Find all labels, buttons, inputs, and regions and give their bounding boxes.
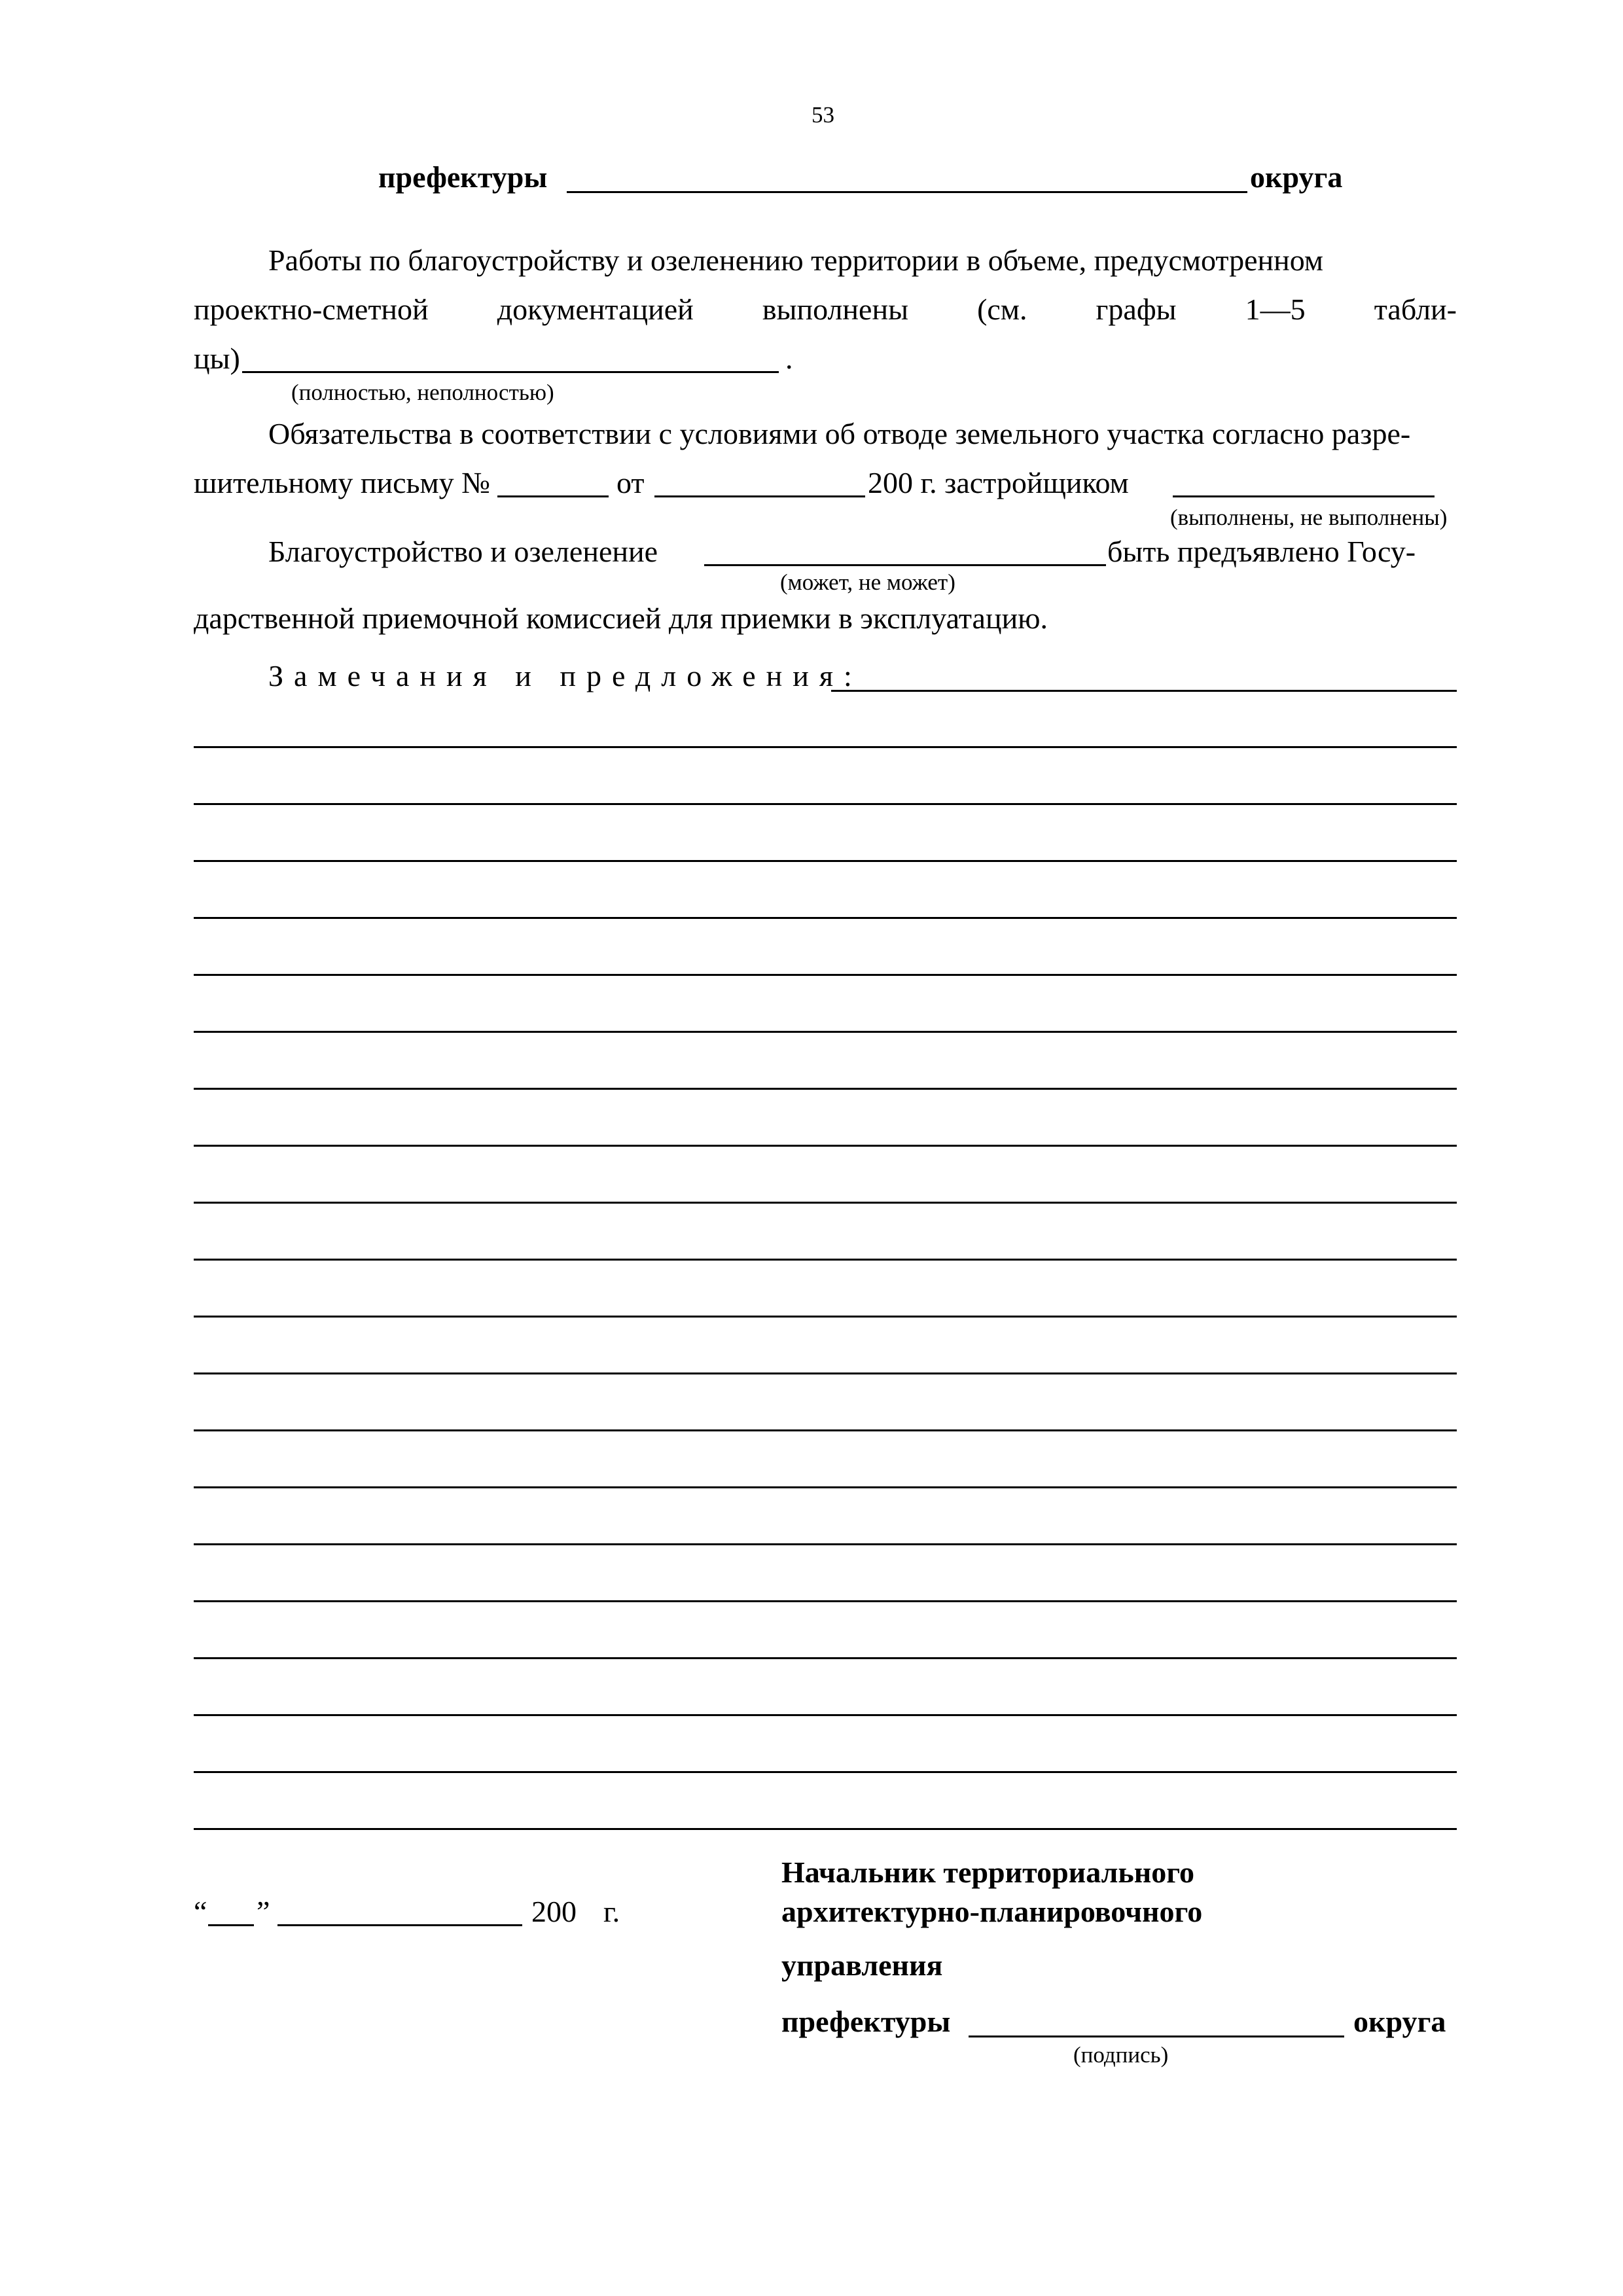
para1-word: 1—5 <box>1245 293 1306 326</box>
remarks-line[interactable] <box>194 1600 1457 1602</box>
date-day-field[interactable] <box>208 1924 254 1926</box>
para2-line1: Обязательства в соответствии с условиями об отводе земельного участка согласно разре- <box>268 417 1411 450</box>
remarks-line[interactable] <box>194 1372 1457 1374</box>
para3-line1-prefix: Благоустройство и озеленение <box>268 535 658 568</box>
remarks-line[interactable] <box>194 974 1457 976</box>
para1-word: документацией <box>497 293 694 326</box>
completeness-field[interactable] <box>242 371 779 373</box>
obligations-status-field[interactable] <box>1173 495 1435 497</box>
letter-number-field[interactable] <box>497 495 609 497</box>
para1-line2 <box>194 295 1457 325</box>
para3-line1-suffix: быть предъявлено Госу- <box>1107 535 1416 568</box>
para2-line2-prefix: шительному письму № <box>194 466 490 499</box>
letter-date-field[interactable] <box>654 495 865 497</box>
remarks-line[interactable] <box>194 1657 1457 1659</box>
signature-hint: (подпись) <box>1073 2042 1169 2068</box>
remarks-line[interactable] <box>194 1714 1457 1716</box>
para3-line2: дарственной приемочной комиссией для приемки в эксплуатацию. <box>194 601 1048 635</box>
para1-word: выполнены <box>762 293 908 326</box>
remarks-line[interactable] <box>194 1828 1457 1830</box>
remarks-line[interactable] <box>194 746 1457 748</box>
remarks-label: Замечания и предложения: <box>268 659 863 692</box>
remarks-line[interactable] <box>194 1031 1457 1033</box>
remarks-line[interactable] <box>194 1259 1457 1261</box>
date-year-suffix: г. <box>603 1895 620 1928</box>
para1-line3-suffix: . <box>785 342 793 375</box>
para2-from-label: от <box>616 466 645 499</box>
remarks-line[interactable] <box>194 1771 1457 1773</box>
header-district-label: округа <box>1250 160 1343 194</box>
signature-district-label: округа <box>1353 2005 1446 2038</box>
completeness-hint: (полностью, неполностью) <box>291 380 554 405</box>
acceptance-status-hint: (может, не может) <box>780 569 955 595</box>
remarks-line[interactable] <box>194 1316 1457 1318</box>
date-quote-close: ” <box>257 1895 270 1928</box>
para1-word: графы <box>1096 293 1177 326</box>
remarks-line[interactable] <box>194 860 1457 862</box>
para2-year-label: 200 г. застройщиком <box>868 466 1129 499</box>
signature-title-line2: архитектурно-планировочного <box>781 1895 1203 1928</box>
remarks-line[interactable] <box>194 1486 1457 1488</box>
acceptance-status-field[interactable] <box>704 564 1106 566</box>
obligations-status-hint: (выполнены, не выполнены) <box>1170 505 1448 530</box>
remarks-line[interactable] <box>194 1088 1457 1090</box>
remarks-line[interactable] <box>194 917 1457 919</box>
para1-line3-prefix: цы) <box>194 342 240 375</box>
remarks-line[interactable] <box>194 803 1457 805</box>
signature-title-line3: управления <box>781 1948 943 1982</box>
remarks-line[interactable] <box>194 1202 1457 1204</box>
para1-line1: Работы по благоустройству и озеленению территории в объеме, предусмотренном <box>268 243 1323 277</box>
date-month-field[interactable] <box>277 1924 522 1926</box>
para1-word: табли- <box>1374 293 1457 326</box>
signature-field[interactable] <box>969 2036 1344 2037</box>
header-prefecture-field[interactable] <box>567 191 1247 193</box>
remarks-line[interactable] <box>194 1429 1457 1431</box>
header-prefecture-label: префектуры <box>378 160 548 194</box>
remarks-line[interactable] <box>194 1145 1457 1147</box>
page-number: 53 <box>812 102 834 128</box>
date-year: 200 <box>531 1895 577 1928</box>
para1-word: (см. <box>977 293 1027 326</box>
para1-word: проектно-сметной <box>194 293 429 326</box>
remarks-line[interactable] <box>194 1543 1457 1545</box>
signature-title-line1: Начальник территориального <box>781 1856 1194 1889</box>
remarks-first-line[interactable] <box>831 690 1457 692</box>
signature-prefecture-label: префектуры <box>781 2005 951 2038</box>
date-quote-open: “ <box>194 1895 207 1928</box>
